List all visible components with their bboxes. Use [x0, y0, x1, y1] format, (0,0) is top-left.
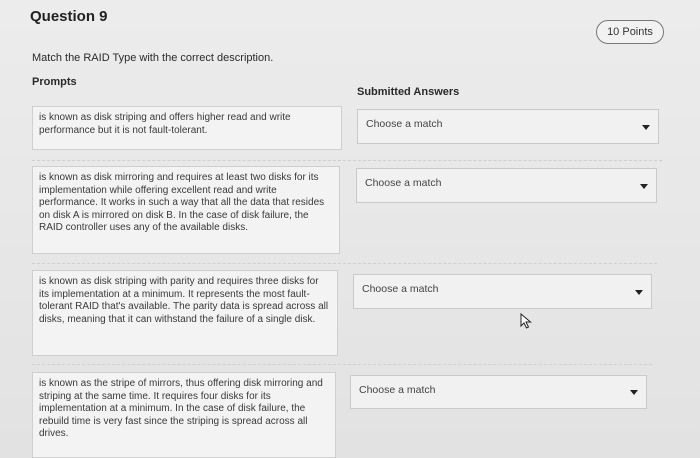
prompt-text-4: is known as the stripe of mirrors, thus offering disk mirroring and striping at the same time. It requires four disks for its implementation at a minimum. In the case of disk failure, the rebuild time is very fast since the striping is spread across all drives.: [39, 378, 323, 439]
chevron-down-icon: [640, 184, 648, 189]
prompt-text-1: is known as disk striping and offers higher read and write performance but it is not fault-tolerant.: [39, 112, 291, 136]
chevron-down-icon: [630, 390, 638, 395]
question-instructions: Match the RAID Type with the correct description.: [32, 52, 274, 64]
match-select-4[interactable]: [350, 375, 647, 409]
match-select-3[interactable]: [353, 274, 652, 309]
points-badge: 10 Points: [596, 20, 664, 44]
question-title: Question 9: [30, 8, 108, 25]
row-divider: [32, 364, 652, 365]
prompt-box-4: [32, 372, 336, 458]
match-select-1-value: Choose a match: [366, 118, 443, 130]
match-select-2[interactable]: [356, 168, 657, 203]
prompt-box-1: [32, 106, 342, 150]
match-select-1[interactable]: [357, 109, 659, 144]
row-divider: [32, 263, 657, 264]
mouse-cursor-icon: [520, 313, 532, 329]
chevron-down-icon: [642, 125, 650, 130]
chevron-down-icon: [635, 290, 643, 295]
prompts-header: Prompts: [32, 76, 77, 88]
prompt-text-2: is known as disk mirroring and requires at least two disks for its implementation while offering excellent read and write performance. It works in such a way that all the data that resides on disk A is mirrored on disk B. In the case of disk failure, the RAID controller uses any of the available disks.: [39, 172, 325, 233]
match-select-2-value: Choose a match: [365, 177, 442, 189]
match-select-3-value: Choose a match: [362, 283, 439, 295]
prompt-box-3: [32, 270, 338, 356]
row-divider: [32, 160, 662, 161]
match-select-4-value: Choose a match: [359, 384, 436, 396]
prompt-text-3: is known as disk striping with parity and requires three disks for its implementation at a minimum. It represents the most fault-tolerant RAID that's available. The parity data is spread across all disks, meaning that it can withstand the failure of a single disk.: [39, 276, 329, 325]
prompt-box-2: [32, 166, 340, 254]
submitted-answers-header: Submitted Answers: [357, 86, 460, 98]
